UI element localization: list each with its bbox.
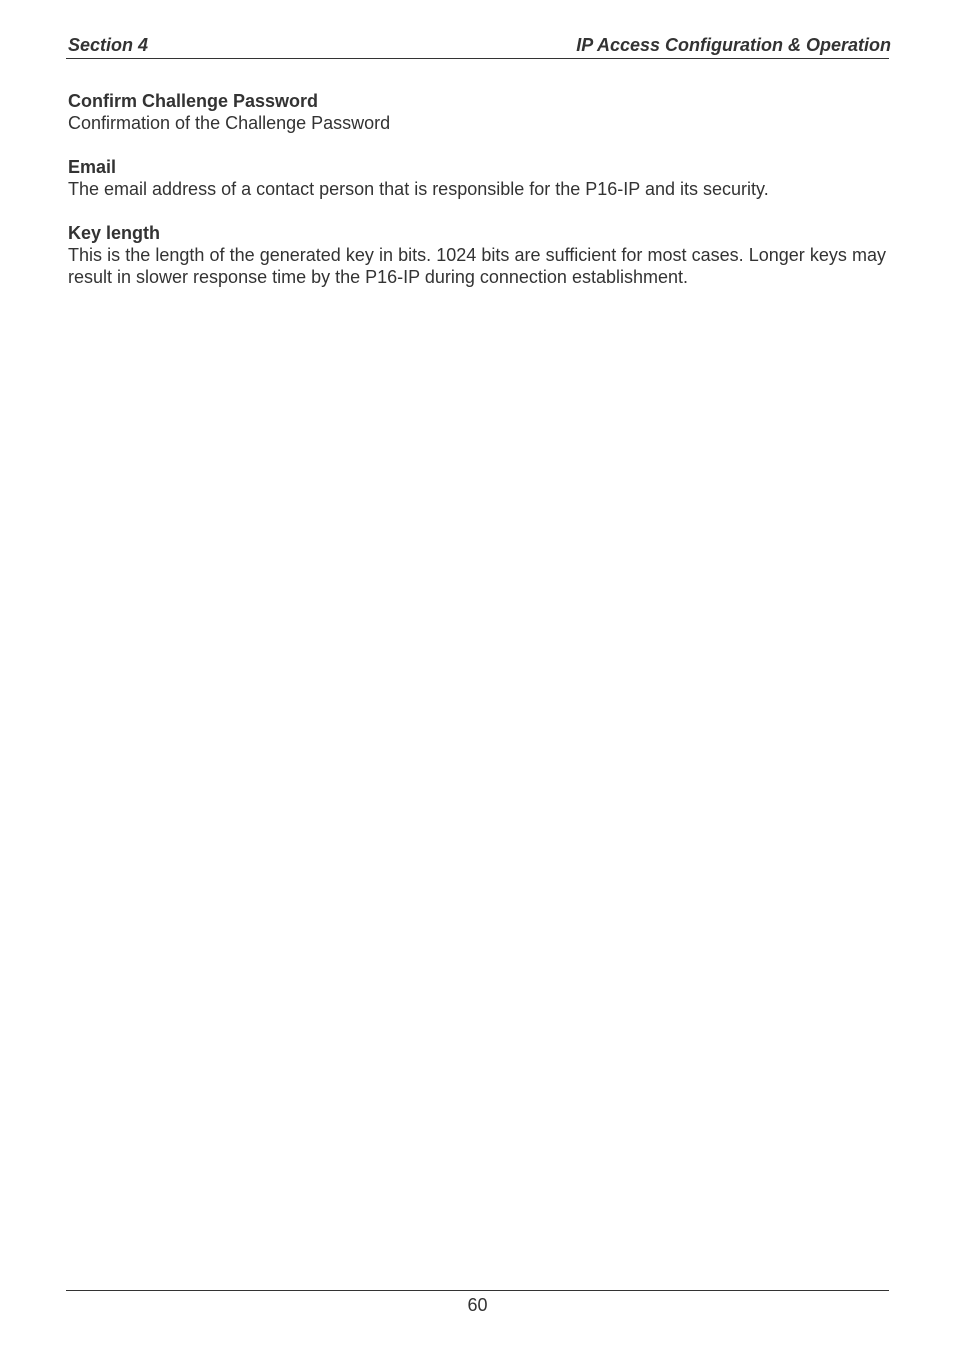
page-content bbox=[68, 90, 886, 310]
page-header bbox=[66, 34, 889, 59]
page-number: 60 bbox=[467, 1295, 488, 1315]
header-section: Section 4 bbox=[68, 35, 149, 55]
term-title: Email bbox=[68, 157, 117, 177]
term-confirm-challenge-password bbox=[68, 90, 886, 134]
term-description: Confirmation of the Challenge Password bbox=[68, 113, 391, 133]
header-chapter-title: IP Access Configuration & Operation bbox=[576, 35, 891, 55]
term-title: Confirm Challenge Password bbox=[68, 91, 319, 111]
term-key-length bbox=[68, 222, 886, 288]
term-email bbox=[68, 156, 886, 200]
term-description: This is the length of the generated key in bits. 1024 bits are sufficient for most cases. Longer keys may result in slower response time by the P16-IP during connection establishment. bbox=[68, 245, 886, 287]
term-description: The email address of a contact person that is responsible for the P16-IP and its security. bbox=[68, 179, 769, 199]
page-footer bbox=[66, 1290, 889, 1316]
term-title: Key length bbox=[68, 223, 161, 243]
